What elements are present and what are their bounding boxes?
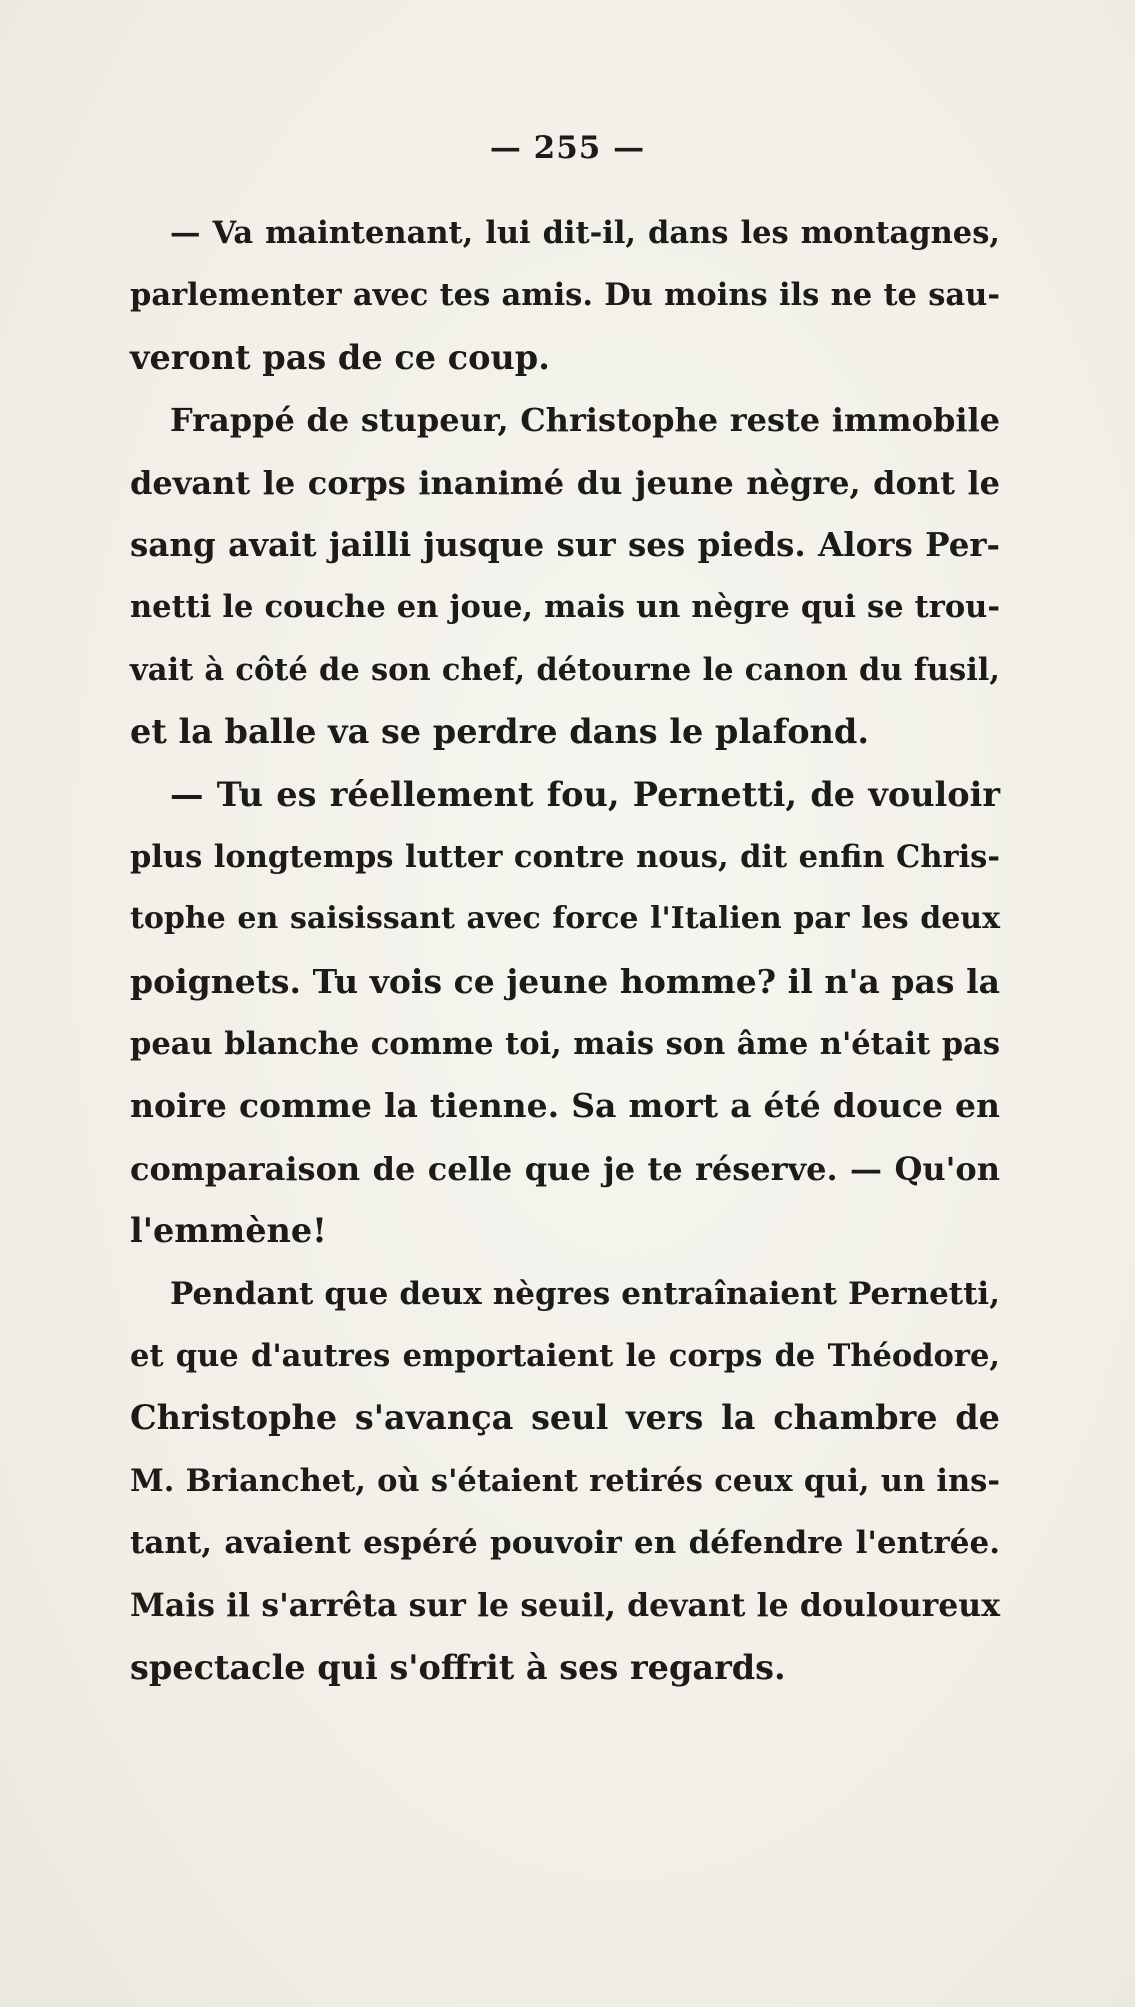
text-line: vait à côté de son chef, détourne le canon du fusil,	[130, 651, 1000, 688]
text-line: sang avait jailli jusque sur ses pieds. Alors Per-	[130, 524, 1000, 564]
text-line: Pendant que deux nègres entraînaient Pernetti,	[170, 1275, 1000, 1312]
text-line: et que d'autres emportaient le corps de Théodore,	[130, 1338, 1000, 1375]
text-line: devant le corps inanimé du jeune nègre, dont le	[130, 463, 1000, 502]
text-line: spectacle qui s'offrit à ses regards.	[130, 1647, 786, 1687]
text-line: veront pas de ce coup.	[130, 337, 550, 377]
page-number: — 255 —	[489, 130, 646, 166]
text-line: plus longtemps lutter contre nous, dit enfin Chris-	[130, 838, 1000, 875]
text-line: tant, avaient espéré pouvoir en défendre l'entrée.	[130, 1525, 1000, 1562]
text-line: tophe en saisissant avec force l'Italien par les deux	[130, 901, 1000, 937]
text-line: comparaison de celle que je te réserve. — Qu'on	[130, 1149, 1000, 1188]
text-line: netti le couche en joue, mais un nègre qui se trou-	[130, 589, 1000, 626]
text-line: l'emmène!	[130, 1211, 327, 1251]
text-line: et la balle va se perdre dans le plafond.	[130, 712, 869, 752]
body-text	[130, 202, 1000, 1699]
text-line: peau blanche comme toi, mais son âme n'était pas	[130, 1026, 1000, 1063]
text-line: poignets. Tu vois ce jeune homme? il n'a pas la	[130, 961, 1000, 1001]
text-line: parlementer avec tes amis. Du moins ils ne te sau-	[130, 277, 1000, 314]
text-line: noire comme la tienne. Sa mort a été douce en	[130, 1086, 1000, 1126]
text-line: M. Brianchet, où s'étaient retirés ceux qui, un ins-	[130, 1462, 1000, 1499]
text-line: — Tu es réellement fou, Pernetti, de vouloir	[170, 774, 1000, 814]
text-line: Mais il s'arrêta sur le seuil, devant le douloureux	[130, 1586, 1000, 1624]
text-line: — Va maintenant, lui dit-il, dans les montagnes,	[170, 215, 1000, 251]
text-line: Christophe s'avança seul vers la chambre de	[130, 1398, 1000, 1438]
text-line: Frappé de stupeur, Christophe reste immobile	[170, 401, 1000, 440]
